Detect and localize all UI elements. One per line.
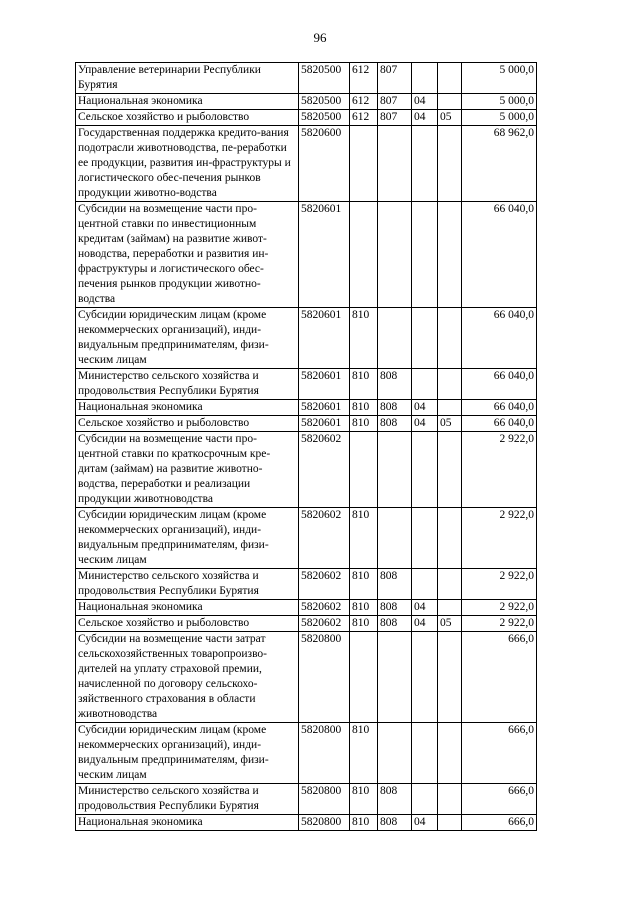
row-department-cell: 808 (378, 616, 412, 632)
table-row (76, 815, 537, 831)
row-expense-type-cell: 810 (350, 308, 378, 369)
row-code-cell: 5820601 (299, 202, 350, 308)
row-name-cell: Национальная экономика (76, 815, 299, 831)
table-row (76, 126, 537, 202)
row-code-cell: 5820800 (299, 815, 350, 831)
row-name-cell: Субсидии юридическим лицам (кроме некоммерческих организаций), инди-видуальным предпринимателям, физи-ческим лицам (76, 723, 299, 784)
row-subsection-cell (438, 723, 462, 784)
row-subsection-cell: 05 (438, 110, 462, 126)
row-section-cell: 04 (412, 616, 438, 632)
row-sum-cell: 2 922,0 (462, 569, 537, 600)
row-expense-type-cell: 810 (350, 369, 378, 400)
row-code-cell: 5820500 (299, 110, 350, 126)
table-row (76, 508, 537, 569)
row-name-cell: Сельское хозяйство и рыболовство (76, 416, 299, 432)
row-code-cell: 5820602 (299, 569, 350, 600)
row-name-cell: Национальная экономика (76, 94, 299, 110)
row-expense-type-cell: 810 (350, 723, 378, 784)
row-subsection-cell (438, 400, 462, 416)
row-department-cell: 808 (378, 569, 412, 600)
row-department-cell (378, 508, 412, 569)
row-subsection-cell (438, 508, 462, 569)
row-department-cell (378, 723, 412, 784)
row-section-cell (412, 63, 438, 94)
row-subsection-cell (438, 784, 462, 815)
row-name-cell: Управление ветеринарии Республики Бурятия (76, 63, 299, 94)
row-department-cell (378, 308, 412, 369)
row-name-cell: Субсидии на возмещение части затрат сельскохозяйственных товаропроизво-дителей на уплату страховой премии, начисленной по договору сельскохо-зяйственного страхования в области животноводства (76, 632, 299, 723)
row-name-cell: Министерство сельского хозяйства и продовольствия Республики Бурятия (76, 369, 299, 400)
row-sum-cell: 66 040,0 (462, 416, 537, 432)
row-subsection-cell (438, 432, 462, 508)
row-section-cell (412, 508, 438, 569)
row-sum-cell: 666,0 (462, 784, 537, 815)
row-department-cell (378, 202, 412, 308)
row-name-cell: Национальная экономика (76, 600, 299, 616)
row-code-cell: 5820500 (299, 94, 350, 110)
page-number: 96 (313, 30, 327, 45)
row-code-cell: 5820602 (299, 600, 350, 616)
table-row (76, 202, 537, 308)
row-expense-type-cell (350, 432, 378, 508)
row-expense-type-cell (350, 126, 378, 202)
row-code-cell: 5820500 (299, 63, 350, 94)
row-expense-type-cell (350, 632, 378, 723)
row-department-cell (378, 632, 412, 723)
table-row (76, 632, 537, 723)
row-section-cell (412, 723, 438, 784)
row-code-cell: 5820601 (299, 369, 350, 400)
row-expense-type-cell: 810 (350, 600, 378, 616)
row-department-cell: 807 (378, 110, 412, 126)
row-department-cell: 807 (378, 94, 412, 110)
row-section-cell (412, 784, 438, 815)
row-name-cell: Сельское хозяйство и рыболовство (76, 616, 299, 632)
table-row (76, 94, 537, 110)
row-subsection-cell (438, 569, 462, 600)
row-subsection-cell (438, 600, 462, 616)
row-sum-cell: 2 922,0 (462, 508, 537, 569)
budget-table (75, 62, 537, 831)
row-subsection-cell (438, 632, 462, 723)
row-expense-type-cell: 810 (350, 815, 378, 831)
row-sum-cell: 68 962,0 (462, 126, 537, 202)
table-row (76, 723, 537, 784)
row-section-cell (412, 432, 438, 508)
row-subsection-cell (438, 63, 462, 94)
row-expense-type-cell (350, 202, 378, 308)
row-code-cell: 5820602 (299, 616, 350, 632)
row-sum-cell: 666,0 (462, 815, 537, 831)
row-section-cell (412, 369, 438, 400)
row-department-cell: 808 (378, 369, 412, 400)
row-code-cell: 5820601 (299, 416, 350, 432)
row-code-cell: 5820800 (299, 723, 350, 784)
row-code-cell: 5820600 (299, 126, 350, 202)
row-name-cell: Субсидии юридическим лицам (кроме некоммерческих организаций), инди-видуальным предпринимателям, физи-ческим лицам (76, 508, 299, 569)
row-sum-cell: 2 922,0 (462, 600, 537, 616)
row-name-cell: Министерство сельского хозяйства и продовольствия Республики Бурятия (76, 784, 299, 815)
row-section-cell: 04 (412, 600, 438, 616)
row-sum-cell: 666,0 (462, 632, 537, 723)
row-subsection-cell (438, 202, 462, 308)
row-expense-type-cell: 810 (350, 416, 378, 432)
row-sum-cell: 2 922,0 (462, 432, 537, 508)
table-row (76, 616, 537, 632)
row-department-cell: 807 (378, 63, 412, 94)
row-name-cell: Субсидии на возмещение части про-центной ставки по инвестиционным кредитам (займам) на развитие живот-новодства, переработки и развития ин-фраструктуры и логистического обес-печения рынков продукции животно-водства (76, 202, 299, 308)
row-expense-type-cell: 810 (350, 400, 378, 416)
row-expense-type-cell: 810 (350, 569, 378, 600)
row-expense-type-cell: 810 (350, 616, 378, 632)
row-name-cell: Субсидии юридическим лицам (кроме некоммерческих организаций), инди-видуальным предпринимателям, физи-ческим лицам (76, 308, 299, 369)
row-sum-cell: 66 040,0 (462, 308, 537, 369)
row-department-cell: 808 (378, 784, 412, 815)
row-code-cell: 5820800 (299, 784, 350, 815)
row-name-cell: Национальная экономика (76, 400, 299, 416)
row-subsection-cell: 05 (438, 416, 462, 432)
table-row (76, 432, 537, 508)
row-section-cell: 04 (412, 94, 438, 110)
row-department-cell (378, 126, 412, 202)
row-department-cell: 808 (378, 416, 412, 432)
row-subsection-cell (438, 126, 462, 202)
row-expense-type-cell: 612 (350, 94, 378, 110)
row-department-cell: 808 (378, 600, 412, 616)
table-row (76, 110, 537, 126)
row-section-cell (412, 126, 438, 202)
row-name-cell: Субсидии на возмещение части про-центной ставки по краткосрочным кре-дитам (займам) на развитие животно-водства, переработки и реализации продукции животноводства (76, 432, 299, 508)
row-section-cell (412, 632, 438, 723)
table-row (76, 784, 537, 815)
row-expense-type-cell: 612 (350, 63, 378, 94)
row-sum-cell: 66 040,0 (462, 369, 537, 400)
table-row (76, 600, 537, 616)
table-row (76, 308, 537, 369)
table-row (76, 63, 537, 94)
row-code-cell: 5820800 (299, 632, 350, 723)
row-sum-cell: 66 040,0 (462, 400, 537, 416)
row-subsection-cell (438, 308, 462, 369)
row-expense-type-cell: 612 (350, 110, 378, 126)
row-subsection-cell (438, 369, 462, 400)
table-row (76, 416, 537, 432)
row-name-cell: Сельское хозяйство и рыболовство (76, 110, 299, 126)
row-sum-cell: 666,0 (462, 723, 537, 784)
row-expense-type-cell: 810 (350, 508, 378, 569)
row-section-cell: 04 (412, 110, 438, 126)
row-section-cell (412, 308, 438, 369)
row-section-cell: 04 (412, 416, 438, 432)
row-department-cell: 808 (378, 400, 412, 416)
row-section-cell (412, 569, 438, 600)
row-department-cell (378, 432, 412, 508)
row-section-cell: 04 (412, 400, 438, 416)
row-sum-cell: 5 000,0 (462, 110, 537, 126)
row-sum-cell: 66 040,0 (462, 202, 537, 308)
row-subsection-cell (438, 94, 462, 110)
row-section-cell: 04 (412, 815, 438, 831)
row-expense-type-cell: 810 (350, 784, 378, 815)
table-row (76, 569, 537, 600)
row-section-cell (412, 202, 438, 308)
row-code-cell: 5820602 (299, 508, 350, 569)
row-code-cell: 5820601 (299, 400, 350, 416)
row-sum-cell: 5 000,0 (462, 94, 537, 110)
table-row (76, 369, 537, 400)
row-name-cell: Государственная поддержка кредито-вания подотрасли животноводства, пе-реработки ее продукции, развития ин-фраструктуры и логистического обес-печения рынков продукции животно-водства (76, 126, 299, 202)
row-subsection-cell: 05 (438, 616, 462, 632)
row-department-cell: 808 (378, 815, 412, 831)
row-code-cell: 5820601 (299, 308, 350, 369)
row-name-cell: Министерство сельского хозяйства и продовольствия Республики Бурятия (76, 569, 299, 600)
row-code-cell: 5820602 (299, 432, 350, 508)
row-subsection-cell (438, 815, 462, 831)
row-sum-cell: 2 922,0 (462, 616, 537, 632)
row-sum-cell: 5 000,0 (462, 63, 537, 94)
table-row (76, 400, 537, 416)
